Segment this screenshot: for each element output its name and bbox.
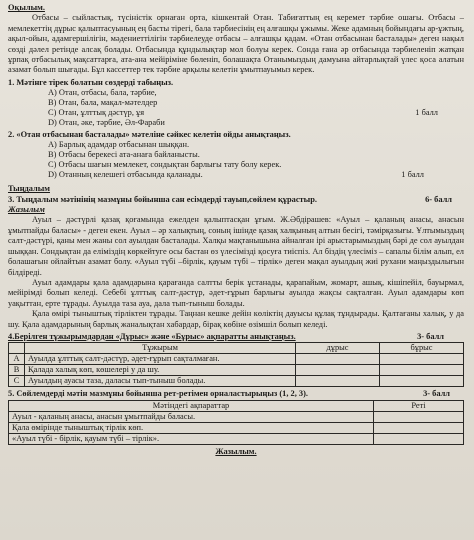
row-information: Ауыл - қаланың анасы, анасын ұмытпайды баласы. <box>9 411 374 422</box>
writing-paragraph-2: Ауыл адамдары қала адамдарына қарағанда салтты берік ұстанады, қарапайым, жомарт, ашық, кішіпейіл, бауырмал, мейірімді болып келеді. Себебі ұлттық салт-дәстүр, әдет-ғұрып барлығы ауылда жақсы сақталған. Ауыл адамдары көп уақыттан, ерте тұрады. Ауылда таза ауа, дала тып-тыныш болады. <box>8 277 464 308</box>
q3-points: 6- балл <box>425 194 452 204</box>
false-answer-cell[interactable] <box>380 354 464 365</box>
false-answer-cell[interactable] <box>380 376 464 387</box>
row-statement: Ауылдың ауасы таза, даласы тып-тыныш болады. <box>25 376 296 387</box>
row-letter: В <box>9 365 25 376</box>
q1-points: 1 балл <box>415 107 438 117</box>
table-row <box>9 411 464 422</box>
q1-option-b: В) Отан, бала, мақал-мәтелдер <box>48 98 158 108</box>
question-5-prompt: 5. Сөйлемдерді мәтін мазмұны бойынша рет-ретімен орналастырыңыз (1, 2, 3). <box>8 389 308 399</box>
row-statement: Ауылда ұлттық салт-дәстүр, әдет-ғұрып сақталмаған. <box>25 354 296 365</box>
row-letter: А <box>9 354 25 365</box>
q4-points: 3- балл <box>417 331 444 341</box>
row-information: Қала өмірінде тыныштық тірлік көп. <box>9 422 374 433</box>
true-answer-cell[interactable] <box>296 365 380 376</box>
table-row <box>9 354 464 365</box>
true-answer-cell[interactable] <box>296 376 380 387</box>
writing-paragraph-1: Ауыл – дәстүрлі қазақ қоғамында ежелден қалыптасқан ұғым. Ж.Әбдірашев: «Ауыл – қаланың анасы, анасын ұмытпайды баласы» - деген екен. Ауыл – әр халықтың, соның ішінде қазақ халқының алтын бесігі, тәмірқазығы. Ұлтымыздың салт-дәстүрі, қаны мен жаны сол ауылдан басталады. Халқы мақтанышына айналған ірі арыстарымыздың бәрі де сол ауылдан шыққан. Сондықтан да еліміздің көркейтуге осы бастан өз үлесімізді қосуға тиіспіз. Ал біздің үлесіміз – сапалы білім алып, ел болашағын ойлайтын азамат болу. «Ауыл түбі –бірлік, қауым түбі – тірлік» деген мақал ауылдың жиі рухани маңыздылығын білдіреді. <box>8 215 464 277</box>
true-answer-cell[interactable] <box>296 354 380 365</box>
writing-heading: Жазылым <box>8 205 45 215</box>
row-statement: Қалада халық көп, көшелері у да шу. <box>25 365 296 376</box>
question-1-prompt: 1. Мәтінге тірек болатын сөздерді табыңыз. <box>8 77 174 87</box>
q2-option-d: D) Отанның келешегі отбасында қаланады. <box>48 169 203 179</box>
header-information: Мәтіндегі ақпараттар <box>9 400 374 411</box>
writing-paragraph-3: Қала өмірі тыныштық тірліктен тұрады. Таңнан кешке дейін көліктің дауысы құлақ тұндырады. Қалтағаны халық, у да шу. Қала адамдарының барлық жаналықтан хабардар, бірақ көбіне өзімшіл болып келеді. <box>8 309 464 329</box>
q1-option-c: С) Отан, ұлттық дәстүр, ұя <box>48 107 145 117</box>
table-row <box>9 422 464 433</box>
false-answer-cell[interactable] <box>380 365 464 376</box>
header-true: дұрыс <box>296 343 380 354</box>
order-answer-cell[interactable] <box>374 411 464 422</box>
table-header-row <box>9 400 464 411</box>
header-false: бұрыс <box>380 343 464 354</box>
question-2-prompt: 2. «Отан отбасынан басталады» мәтеліне сәйкес келетін ойды анықтаңыз. <box>8 130 291 140</box>
header-order: Реті <box>374 400 464 411</box>
q1-option-d: D) Отан, әке, тәрбие, Әл-Фараби <box>48 118 165 128</box>
q2-option-c: С) Отбасы шағын мемлекет, сондықтан барлығы тату болу керек. <box>48 160 282 170</box>
footer-writing-heading: Жазылым. <box>215 446 257 456</box>
reading-title: Оқылым. <box>8 3 45 12</box>
q2-points: 1 балл <box>401 169 424 179</box>
order-answer-cell[interactable] <box>374 433 464 444</box>
listening-heading: Тыңдалым <box>8 184 50 194</box>
ordering-table <box>8 400 464 445</box>
question-4-prompt: 4.Берілген тұжырымдардан «Дұрыс» және «Бұрыс» ақпаратты анықтаңыз. <box>8 331 296 341</box>
true-false-table <box>8 342 464 387</box>
q1-option-a: А) Отан, отбасы, бала, тәрбие, <box>48 88 157 98</box>
header-cell <box>9 343 25 354</box>
table-row <box>9 365 464 376</box>
row-letter: С <box>9 376 25 387</box>
table-header-row <box>9 343 464 354</box>
q2-option-b: В) Отбасы берекесі ата-анаға байланысты. <box>48 150 200 160</box>
order-answer-cell[interactable] <box>374 422 464 433</box>
table-row <box>9 376 464 387</box>
header-statement: Тұжырым <box>25 343 296 354</box>
row-information: «Ауыл түбі - бірлік, қауым түбі – тірлік». <box>9 433 374 444</box>
q5-points: 3- балл <box>423 389 450 399</box>
q2-option-a: А) Барлық адамдар отбасынан шыққан. <box>48 140 190 150</box>
table-row <box>9 433 464 444</box>
question-3-prompt: 3. Тыңдалым мәтінінің мазмұны бойынша сан есімдерді тауып,сөйлем құрастыр. <box>8 194 317 204</box>
reading-paragraph: Отбасы – сыйластық, түсіністік орнаған орта, кішкентай Отан. Табиғаттың ең керемет тәрбие ошағы. Отбасы – мемлекеттің дұрыс қалыптасуының ең басты тірегі, бала тәрбиесінің ең алғашқы ұжымы. Жеке адамның бойындағы ар-ұжтың, ақыл-ойын, адамгершілігін, мәдениеттілігін тәрбиелеуде отбасы – алғашқы қадам. «Отан отбасынан басталады» деген нақыл сөзді дәлел ретінде алсақ болады. Отбасында құндылықтар мол болуы керек. Сонда ғана әр отбасында тәрбиеленіп жатқан ұрпақ отбасылық мақсаттарға, ата-ана мейіріміне бөленіп, болашақта Отанымыздың дамуына айтарлықтай үлес қоса алатын азамат болып шығады. Бұл кассеттер тек тәрбие арқылы келетін ұмытпауымыз керек. <box>8 13 464 75</box>
